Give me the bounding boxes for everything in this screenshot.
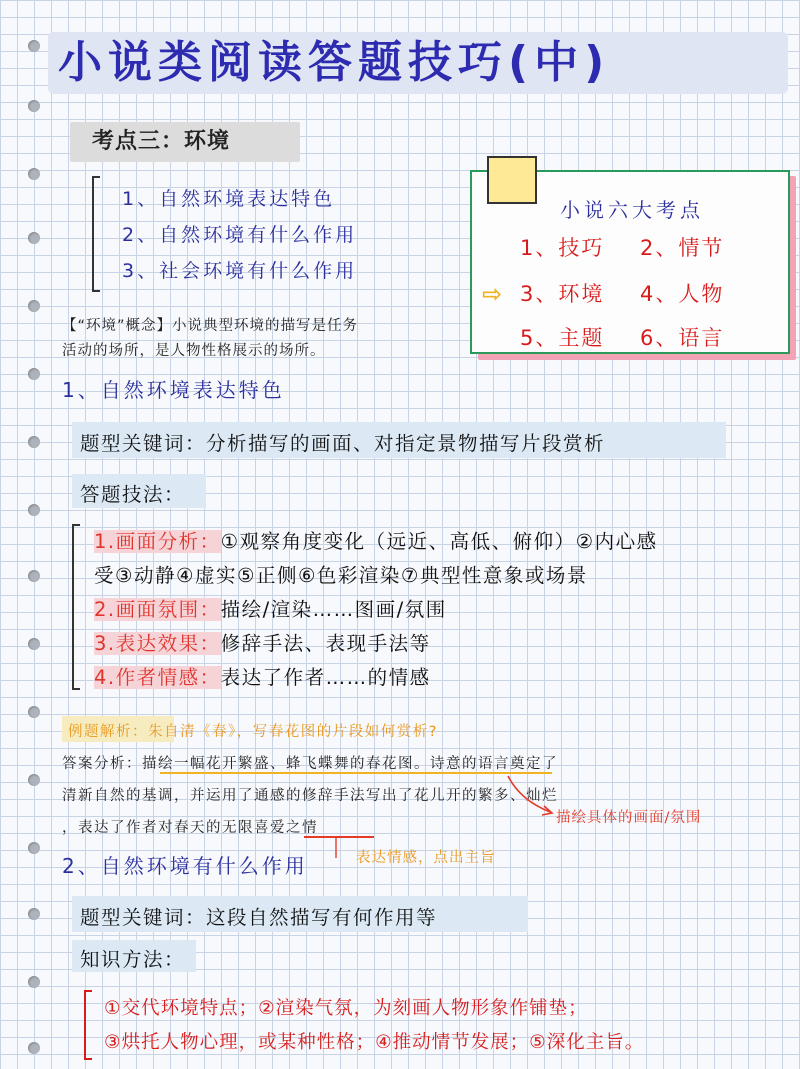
outline-item: 3、社会环境有什么作用 [122, 260, 358, 282]
six-point-item: 3、环境 [520, 282, 605, 306]
annotation-red: 描绘具体的画面/氛围 [556, 810, 702, 826]
binder-hole [28, 908, 40, 920]
point-label: 4.作者情感： [94, 666, 221, 689]
arrow-right-icon: ⇨ [482, 280, 503, 308]
point-label: 3.表达效果： [94, 632, 221, 655]
points-bracket [72, 524, 80, 690]
function-line: ③烘托人物心理，或某种性格；④推动情节发展；⑤深化主旨。 [104, 1032, 645, 1053]
point-text: 描绘/渲染……图画/氛围 [220, 598, 447, 621]
binder-hole [28, 40, 40, 52]
binder-hole [28, 842, 40, 854]
example-question [68, 720, 438, 741]
function-line: ①交代环境特点；②渲染气氛，为刻画人物形象作铺垫； [104, 998, 588, 1019]
binder-hole [28, 706, 40, 718]
example-label: 例题解析： [68, 724, 148, 740]
answer-line: 清新自然的基调，并运用了通感的修辞手法写出了花儿开的繁多、灿烂 [62, 788, 558, 804]
outline-item: 2、自然环境有什么作用 [122, 224, 358, 246]
red-bracket [84, 990, 92, 1060]
page-title: 小说类阅读答题技巧(中) [48, 32, 788, 94]
six-point-item: 6、语言 [640, 326, 725, 350]
method-label: 答题技法： [80, 483, 186, 506]
outline-item: 1、自然环境表达特色 [122, 188, 336, 210]
concept-line: 活动的场所，是人物性格展示的场所。 [62, 343, 326, 359]
concept-line: 【“环境”概念】小说典型环境的描写是任务 [62, 318, 359, 334]
underline [160, 772, 552, 774]
sticky-tab [487, 156, 537, 204]
point-text: 修辞手法、表现手法等 [220, 632, 431, 655]
binder-hole [28, 436, 40, 448]
method-point [94, 526, 658, 554]
binder-hole [28, 1042, 40, 1054]
six-point-item: 1、技巧 [520, 236, 605, 260]
six-point-item: 2、情节 [640, 236, 725, 260]
annotation-arrow [318, 834, 358, 864]
outline-bracket [92, 176, 100, 292]
binder-hole [28, 368, 40, 380]
six-point-item: 4、人物 [640, 282, 725, 306]
method-point [94, 594, 447, 622]
concept-text [62, 314, 474, 364]
example-question-text: 朱自清《春》，写春花图的片段如何赏析? [148, 724, 438, 740]
section-heading: 2、自然环境有什么作用 [62, 854, 308, 878]
method-point [94, 628, 431, 656]
binder-hole [28, 232, 40, 244]
six-point-item: 5、主题 [520, 326, 605, 350]
keywords-line: 题型关键词：分析描写的画面、对指定景物描写片段赏析 [80, 432, 606, 455]
method-label: 知识方法： [80, 948, 186, 971]
binder-hole [28, 976, 40, 988]
binder-hole [28, 300, 40, 312]
section-heading: 1、自然环境表达特色 [62, 378, 285, 402]
keywords-line: 题型关键词：这段自然描写有何作用等 [80, 906, 438, 929]
binder-hole [28, 168, 40, 180]
answer-line: ，表达了作者对春天的无限喜爱之情 [62, 820, 318, 836]
point-label: 2.画面氛围： [94, 598, 221, 621]
point-text: ①观察角度变化（远近、高低、俯仰）②内心感 [220, 530, 658, 553]
method-point [94, 560, 588, 588]
binder-hole [28, 774, 40, 786]
method-point [94, 662, 431, 690]
topic-heading: 考点三：环境 [70, 122, 300, 162]
point-text: 表达了作者……的情感 [220, 666, 431, 689]
point-label: 1.画面分析： [94, 530, 221, 553]
six-points-title: 小说六大考点 [560, 198, 704, 222]
binder-hole [28, 504, 40, 516]
binder-hole [28, 100, 40, 112]
point-text: 受③动静④虚实⑤正侧⑥色彩渲染⑦典型性意象或场景 [94, 564, 588, 587]
answer-line: 答案分析：描绘一幅花开繁盛、蜂飞蝶舞的春花图。诗意的语言奠定了 [62, 756, 558, 772]
annotation-orange: 表达情感，点出主旨 [356, 850, 496, 866]
binder-hole [28, 638, 40, 650]
binder-hole [28, 570, 40, 582]
